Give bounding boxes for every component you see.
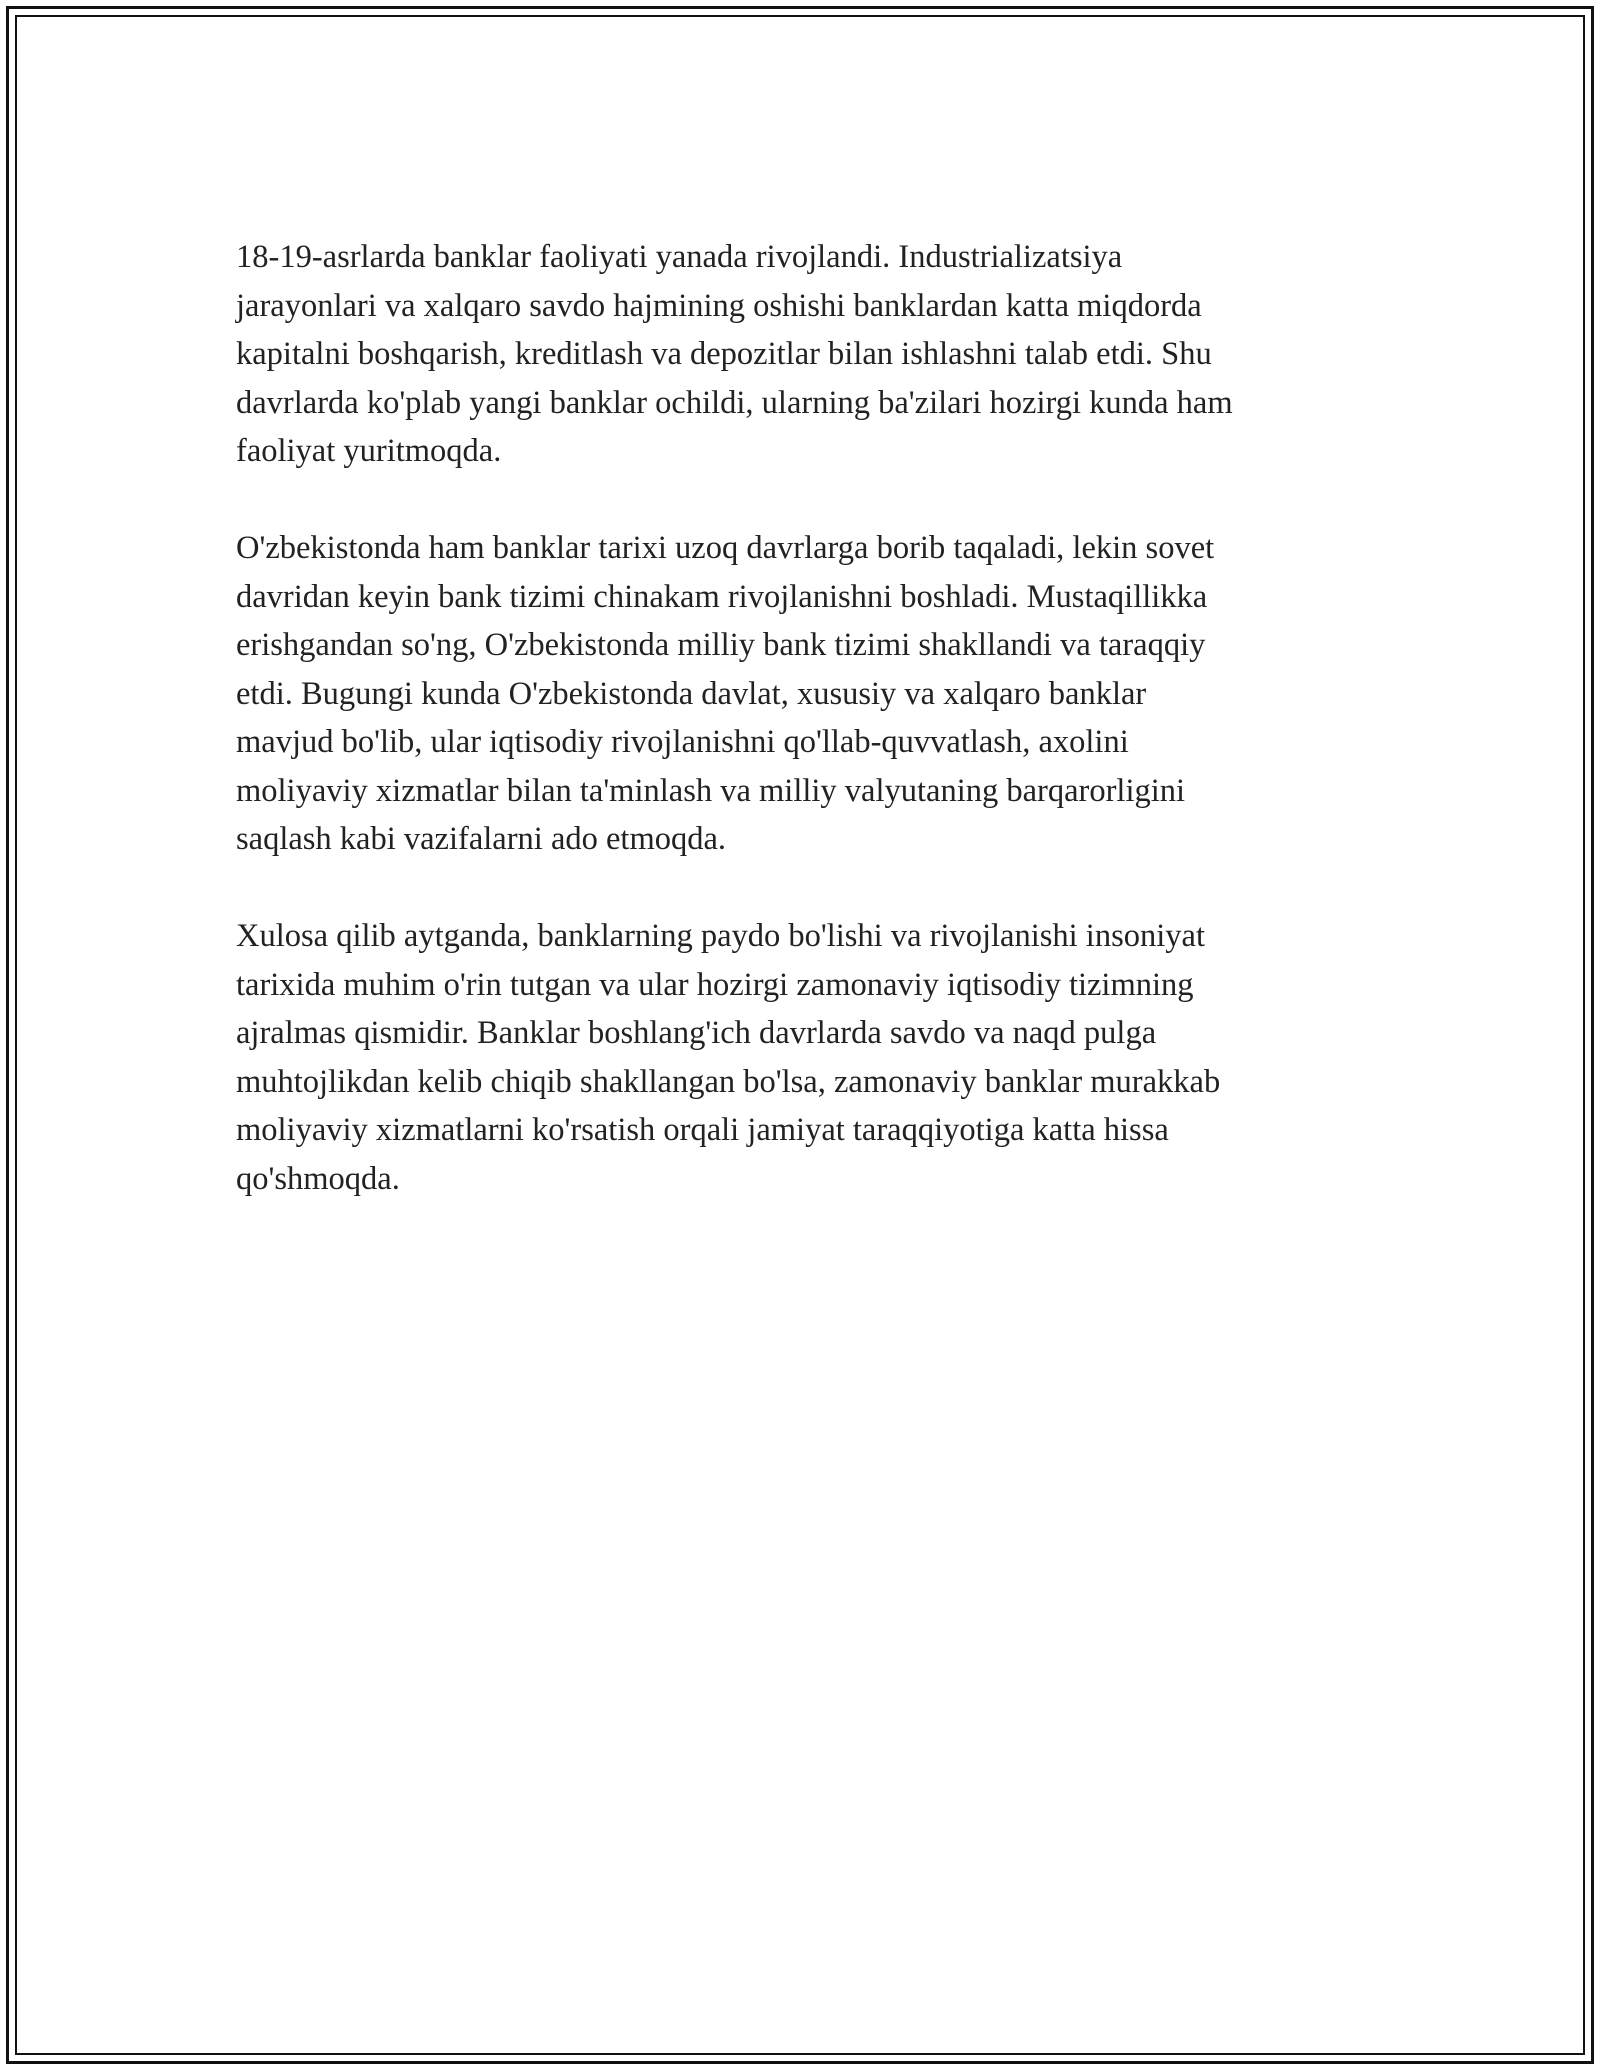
document-body	[236, 233, 1386, 1252]
paragraph-banking-development-18-19-century: 18-19-asrlarda banklar faoliyati yanada rivojlandi. Industrializatsiya jarayonlari va xalqaro savdo hajmining oshishi banklardan katta miqdorda kapitalni boshqarish, kreditlash va depozitlar bilan ishlashni talab etdi. Shu davrlarda ko'plab yangi banklar ochildi, ularning ba'zilari hozirgi kunda ham faoliyat yuritmoqda.	[236, 239, 1233, 469]
paragraph-conclusion: Xulosa qilib aytganda, banklarning paydo bo'lishi va rivojlanishi insoniyat tarixida muhim o'rin tutgan va ular hozirgi zamonaviy iqtisodiy tizimning ajralmas qismidir. Banklar boshlang'ich davrlarda savdo va naqd pulga muhtojlikdan kelib chiqib shakllangan bo'lsa, zamonaviy banklar murakkab moliyaviy xizmatlarni ko'rsatish orqali jamiyat taraqqiyotiga katta hissa qo'shmoqda.	[236, 918, 1221, 1197]
paragraph-banking-history-uzbekistan: O'zbekistonda ham banklar tarixi uzoq davrlarga borib taqaladi, lekin sovet davridan keyin bank tizimi chinakam rivojlanishni boshladi. Mustaqillikka erishgandan so'ng, O'zbekistonda milliy bank tizimi shakllandi va taraqqiy etdi. Bugungi kunda O'zbekistonda davlat, xususiy va xalqaro banklar mavjud bo'lib, ular iqtisodiy rivojlanishni qo'llab-quvvatlash, axolini moliyaviy xizmatlar bilan ta'minlash va milliy valyutaning barqarorligini saqlash kabi vazifalarni ado etmoqda.	[236, 530, 1215, 857]
